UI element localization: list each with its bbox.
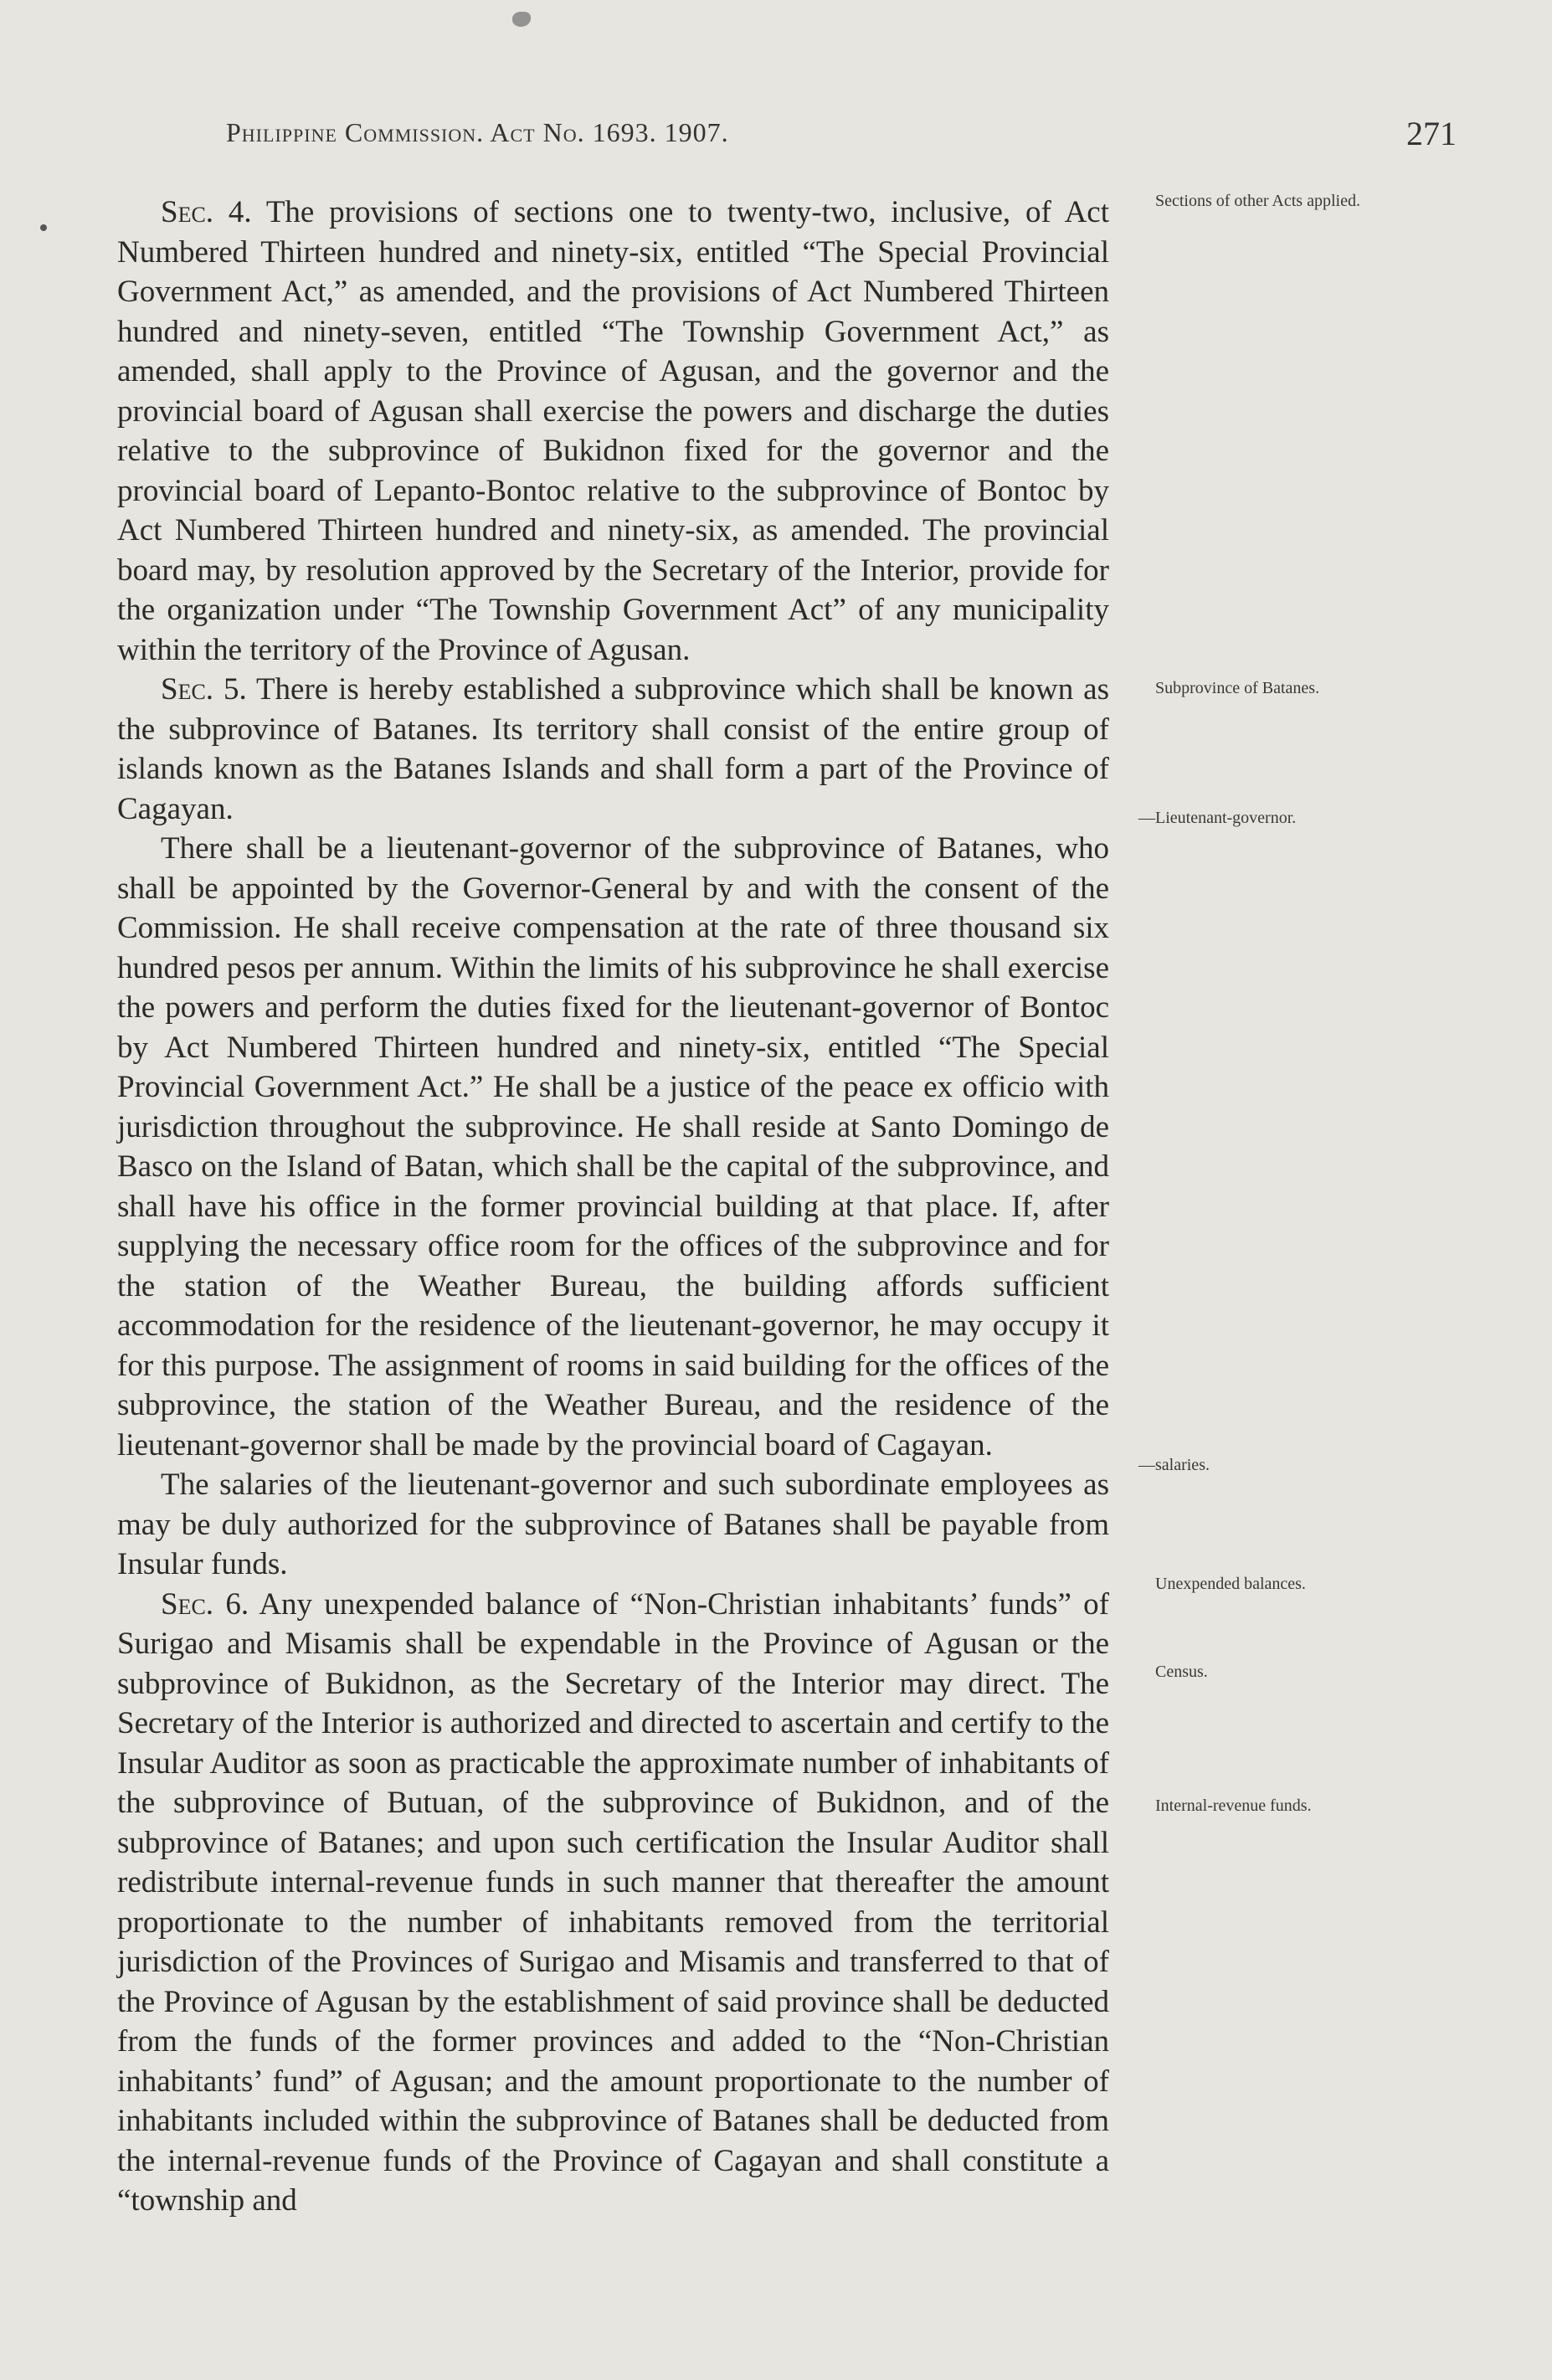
paragraph-text: The salaries of the lieutenant-governor and such subordinate employees as may be duly authorized for the subprovince of Batanes shall be payable from Insular funds. bbox=[117, 1468, 1109, 1581]
body-text bbox=[117, 193, 1109, 2221]
margin-note-internal-revenue: Internal-revenue funds. bbox=[1155, 1797, 1312, 1815]
paragraph-sec-5 bbox=[117, 670, 1109, 829]
page-number: 271 bbox=[1406, 115, 1457, 152]
paragraph-text: There shall be a lieutenant-governor of the subprovince of Batanes, who shall be appointed by the Governor-General by and with the consent of the Commission. He shall receive compensation at the rate of three thousand six hundred pesos per annum. Within the limits of his subprovince he shall exercise the powers and perform the duties fixed for the lieutenant-governor of Bontoc by Act Numbered Thirteen hundred and ninety-six, entitled “The Special Provincial Government Act.” He shall be a justice of the peace ex officio with jurisdiction throughout the subprovince. He shall reside at Santo Domingo de Basco on the Island of Batan, which shall be the capital of the subprovince, and shall have his office in the former provincial building at that place. If, after supplying the necessary office room for the offices of the subprovince and for the station of the Weather Bureau, the building affords sufficient accommodation for the residence of the lieutenant-governor, he may occupy it for this purpose. The assignment of rooms in said building for the offices of the subprovince, the station of the Weather Bureau, and the residence of the lieutenant-governor shall be made by the provincial board of Cagayan. bbox=[117, 831, 1109, 1462]
paragraph-lieutenant-governor bbox=[117, 829, 1109, 1465]
paragraph-sec-6 bbox=[117, 1585, 1109, 2221]
section-lead: Sec. 5. bbox=[161, 672, 247, 707]
margin-note-census: Census. bbox=[1155, 1663, 1208, 1681]
paragraph-salaries bbox=[117, 1465, 1109, 1585]
paragraph-text: Any unexpended balance of “Non-Christian inhabitants’ funds” of Surigao and Misamis shall be expendable in the Province of Agusan or the subprovince of Bukidnon, as the Secretary of the Interior may direct. The Secretary of the Interior is authorized and directed to ascertain and certify to the Insular Auditor as soon as practicable the approximate number of inhabitants of the subprovince of Butuan, of the subprovince of Bukidnon, and of the subprovince of Batanes; and upon such certification the Insular Auditor shall redistribute internal-revenue funds in such manner that thereafter the amount proportionate to the number of inhabitants removed from the territorial jurisdiction of the Provinces of Surigao and Misamis and transferred to that of the Province of Agusan by the establishment of said province shall be deducted from the funds of the former provinces and added to the “Non-Christian inhabitants’ fund” of Agusan; and the amount proportionate to the number of inhabitants included within the subprovince of Batanes shall be deducted from the internal-revenue funds of the Province of Cagayan and shall constitute a “township and bbox=[117, 1586, 1109, 2218]
margin-note-salaries: —salaries. bbox=[1138, 1456, 1210, 1474]
margin-dot-mark bbox=[40, 224, 47, 231]
margin-note-lieutenant-governor: —Lieutenant-governor. bbox=[1138, 809, 1297, 827]
margin-note-unexpended-balances: Unexpended balances. bbox=[1155, 1575, 1306, 1593]
paragraph-text: The provisions of sections one to twenty-two, inclusive, of Act Numbered Thirteen hundred and ninety-six, entitled “The Special Provincial Government Act,” as amended, and the provisions of Act Numbered Thirteen hundred and ninety-seven, entitled “The Township Government Act,” as amended, shall apply to the Province of Agusan, and the governor and the provincial board of Agusan shall exercise the powers and discharge the duties relative to the subprovince of Bukidnon fixed for the governor and the provincial board of Lepanto-Bontoc relative to the subprovince of Bontoc by Act Numbered Thirteen hundred and ninety-six, as amended. The provincial board may, by resolution approved by the Secretary of the Interior, provide for the organization under “The Township Government Act” of any municipality within the territory of the Province of Agusan. bbox=[117, 195, 1109, 667]
running-header: Philippine Commission. Act No. 1693. 1907. bbox=[226, 117, 729, 147]
margin-note-subprovince-batanes: Subprovince of Batanes. bbox=[1155, 679, 1320, 697]
paragraph-text: There is hereby established a subprovince which shall be known as the subprovince of Batanes. Its territory shall consist of the entire group of islands known as the Batanes Islands and shall form a part of the Province of Cagayan. bbox=[117, 672, 1109, 826]
ink-blot-mark bbox=[512, 12, 531, 27]
section-lead: Sec. 6. bbox=[161, 1586, 249, 1622]
section-lead: Sec. 4. bbox=[161, 195, 252, 229]
paragraph-sec-4 bbox=[117, 193, 1109, 670]
margin-note-sections-applied: Sections of other Acts applied. bbox=[1155, 192, 1360, 210]
